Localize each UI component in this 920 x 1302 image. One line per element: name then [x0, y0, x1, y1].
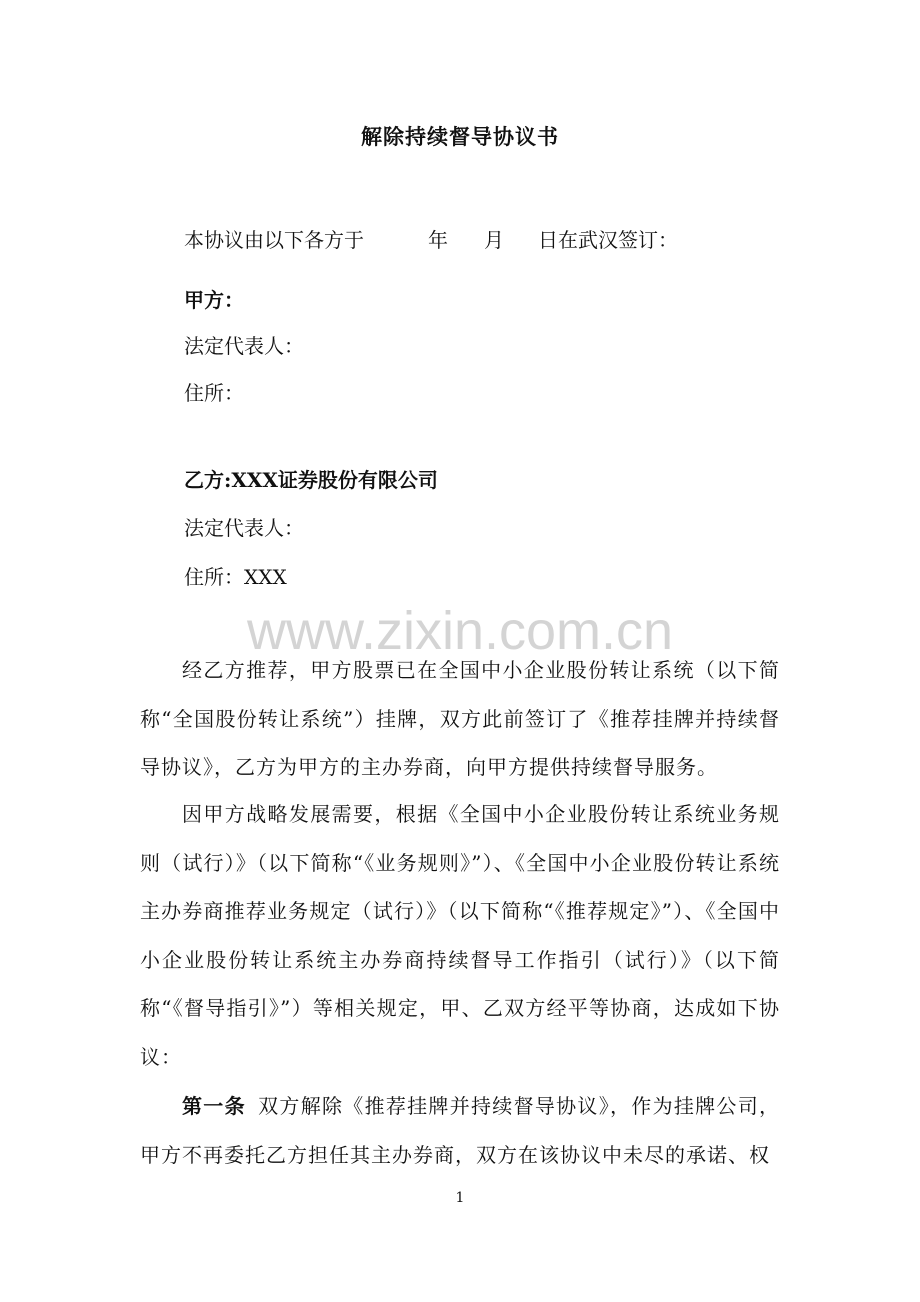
page-number: 1 [455, 1190, 465, 1206]
intro-suffix: 日在武汉签订： [538, 228, 678, 252]
party-b-label: 乙方:XXX证券股份有限公司 [184, 468, 438, 492]
intro-year: 年 [428, 228, 448, 252]
intro-prefix: 本协议由以下各方于 [184, 228, 364, 252]
party-a-rep: 法定代表人： [184, 334, 304, 358]
party-b-address: 住所：XXX [184, 565, 287, 589]
party-a-address: 住所： [184, 381, 244, 405]
party-b-rep: 法定代表人： [184, 516, 304, 540]
document-title: 解除持续督导协议书 [361, 124, 559, 149]
article-one [140, 1082, 780, 1179]
party-a-label: 甲方： [184, 288, 244, 312]
article-one-label: 第一条 [182, 1094, 246, 1118]
watermark: www.zixin.com.cn [246, 601, 674, 661]
intro-month: 月 [484, 228, 504, 252]
paragraph-background: 经乙方推荐，甲方股票已在全国中小企业股份转让系统（以下简称“全国股份转让系统”）挂牌，双方此前签订了《推荐挂牌并持续督导协议》，乙方为甲方的主办券商，向甲方提供持续督导服务。 [140, 658, 780, 780]
paragraph-basis: 因甲方战略发展需要，根据《全国中小企业股份转让系统业务规则（试行）》（以下简称“《业务规则》”）、《全国中小企业股份转让系统主办券商推荐业务规定（试行）》（以下简称“《推荐规定》”）、《全国中小企业股份转让系统主办券商持续督导工作指引（试行）》（以下简称“《督导指引》”）等相关规定，甲、乙双方经平等协商，达成如下协议： [140, 802, 780, 1069]
article-one-text: 双方解除《推荐挂牌并持续督导协议》，作为挂牌公司，甲方不再委托乙方担任其主办券商，双方在该协议中未尽的承诺、权 [140, 1094, 781, 1167]
intro-line [184, 224, 678, 253]
